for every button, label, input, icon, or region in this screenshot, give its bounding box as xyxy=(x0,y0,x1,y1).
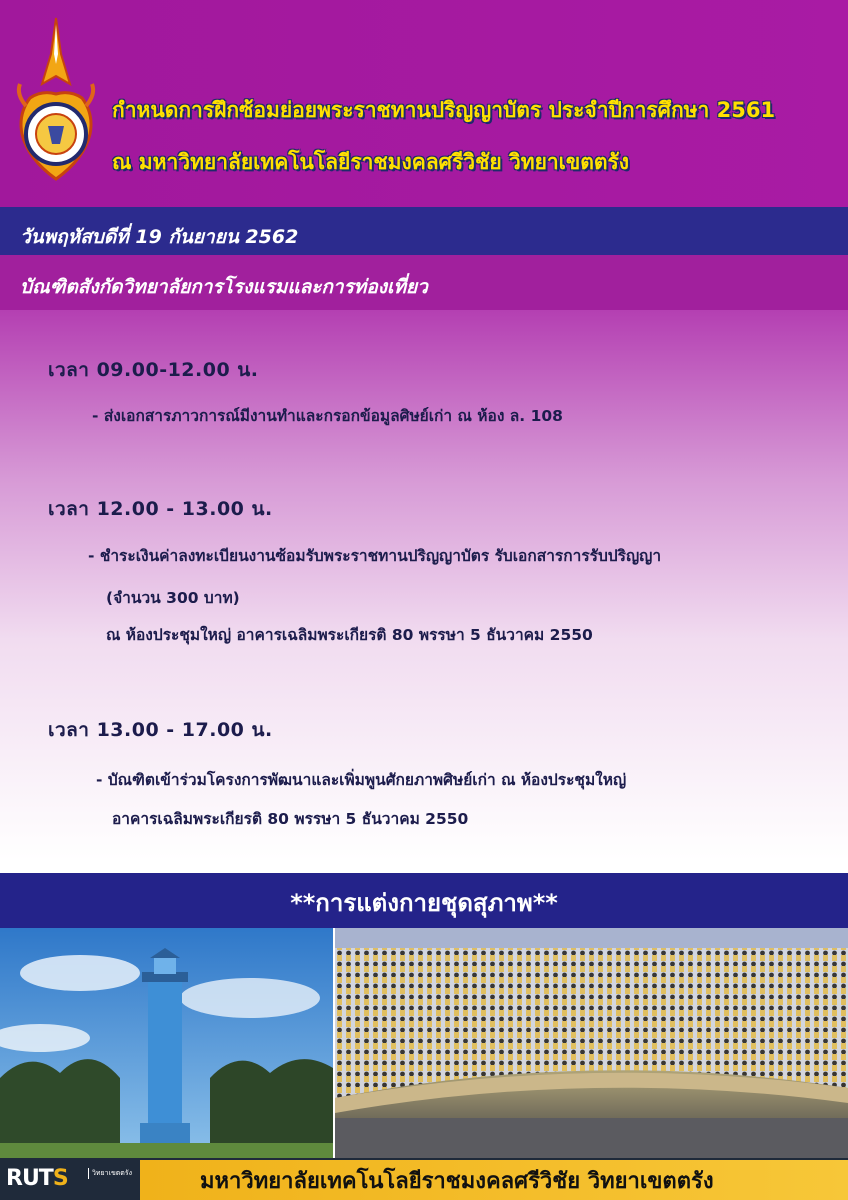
schedule-title-line1: กำหนดการฝึกซ้อมย่อยพระราชทานปริญญาบัตร ประจำปีการศึกษา 2561 xyxy=(112,98,776,122)
ruts-logo-main: RUT xyxy=(6,1166,53,1191)
lighthouse-photo xyxy=(0,928,333,1160)
time-slot-3: เวลา 13.00 - 17.00 น. xyxy=(48,719,273,741)
date-heading: วันพฤหัสบดีที่ 19 กันยายน 2562 xyxy=(20,226,299,248)
dress-code-heading: **การแต่งกายชุดสุภาพ** xyxy=(290,889,558,917)
ruts-logo-subtitle: วิทยาเขตตรัง xyxy=(88,1168,144,1179)
ruts-logo-accent: S xyxy=(52,1166,68,1191)
footer-university-name: มหาวิทยาลัยเทคโนโลยีราชมงคลศรีวิชัย วิทยาเขตตรัง xyxy=(200,1169,714,1194)
time-slot-1: เวลา 09.00-12.00 น. xyxy=(48,359,259,381)
ruts-logo xyxy=(6,1166,68,1191)
time-slot-3-item: - บัณฑิตเข้าร่วมโครงการพัฒนาและเพิ่มพูนศักยภาพศิษย์เก่า ณ ห้องประชุมใหญ่ xyxy=(96,771,627,789)
time-slot-3-location: อาคารเฉลิมพระเกียรติ 80 พรรษา 5 ธันวาคม 2550 xyxy=(112,810,469,828)
college-heading: บัณฑิตสังกัดวิทยาลัยการโรงแรมและการท่องเที่ยว xyxy=(20,276,428,298)
graduates-group-photo xyxy=(335,928,848,1160)
time-slot-2-location: ณ ห้องประชุมใหญ่ อาคารเฉลิมพระเกียรติ 80 พรรษา 5 ธันวาคม 2550 xyxy=(106,626,593,644)
schedule-title-line2: ณ มหาวิทยาลัยเทคโนโลยีราชมงคลศรีวิชัย วิทยาเขตตรัง xyxy=(112,150,630,174)
time-slot-2-fee: (จำนวน 300 บาท) xyxy=(106,589,240,607)
time-slot-2: เวลา 12.00 - 13.00 น. xyxy=(48,498,273,520)
time-slot-2-item: - ชำระเงินค่าลงทะเบียนงานซ้อมรับพระราชทานปริญญาบัตร รับเอกสารการรับปริญญา xyxy=(88,547,662,565)
time-slot-1-item: - ส่งเอกสารภาวการณ์มีงานทำและกรอกข้อมูลศิษย์เก่า ณ ห้อง ล. 108 xyxy=(92,407,563,425)
university-emblem-icon xyxy=(8,14,104,189)
